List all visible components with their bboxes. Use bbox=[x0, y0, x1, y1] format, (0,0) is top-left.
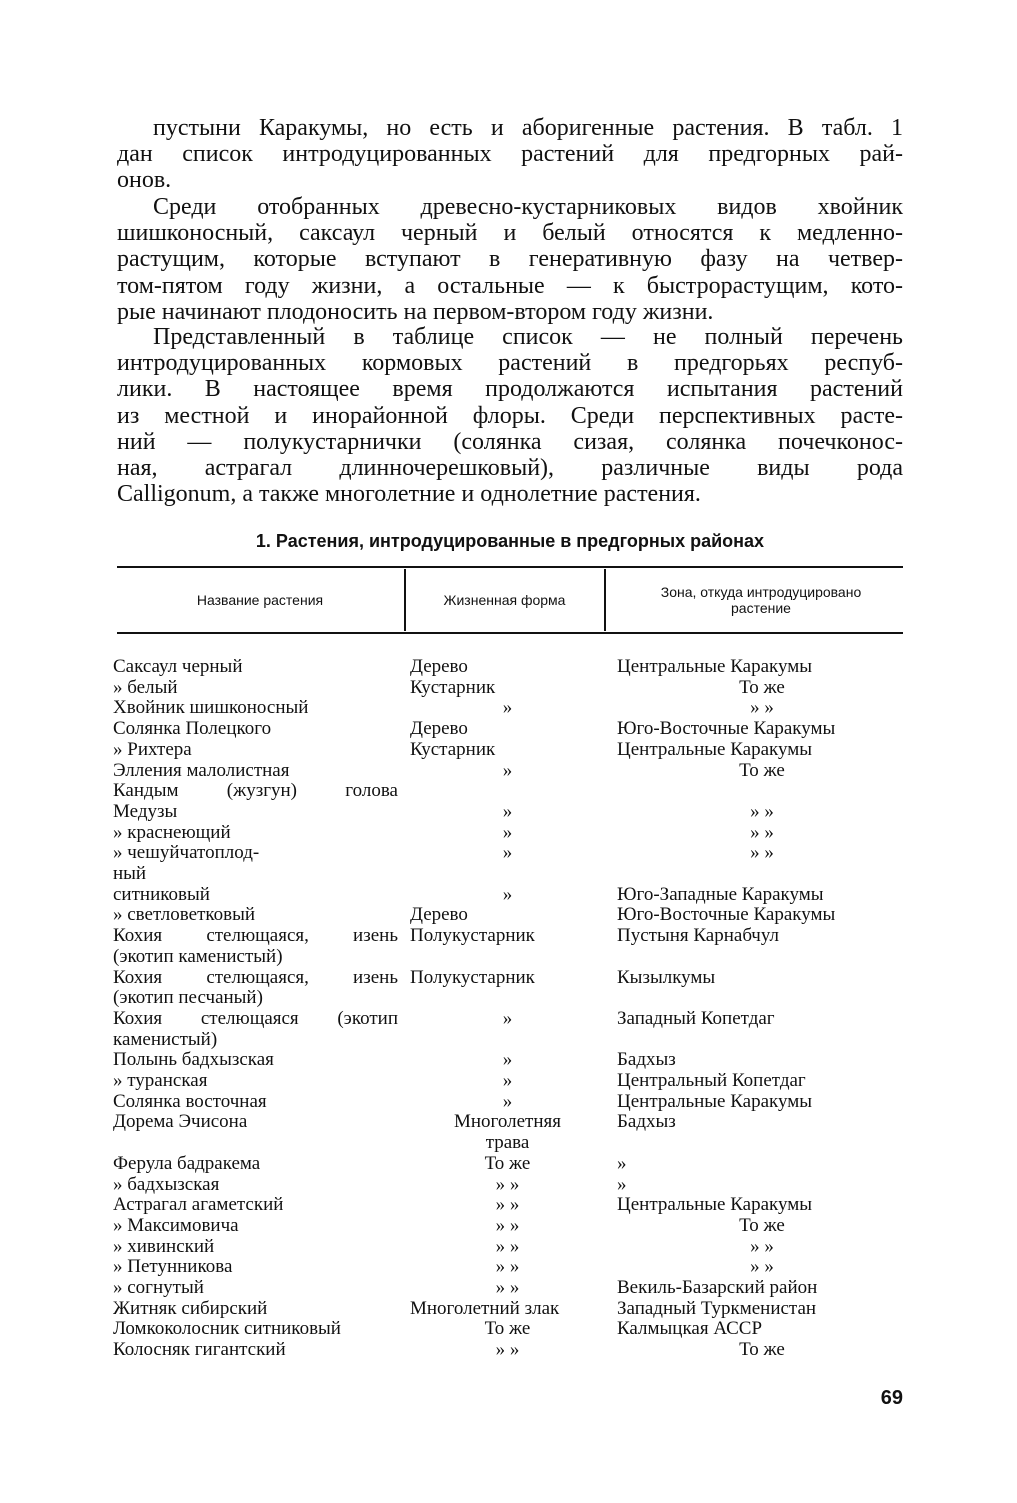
cell-line: трава bbox=[485, 1132, 530, 1154]
cell-line: Ферула бадракема bbox=[113, 1152, 261, 1174]
table-row bbox=[0, 1009, 1017, 1050]
cell-life-form bbox=[410, 1278, 605, 1299]
table-row bbox=[0, 1154, 1017, 1175]
cell-line: (экотип песчаный) bbox=[113, 987, 263, 1009]
table-row bbox=[0, 1257, 1017, 1278]
cell-plant-name bbox=[113, 926, 398, 967]
cell-plant-name bbox=[113, 1278, 398, 1299]
cell-life-form bbox=[410, 1299, 605, 1320]
table-row bbox=[0, 698, 1017, 719]
cell-line: Медузы bbox=[113, 800, 178, 822]
cell-origin-zone bbox=[617, 843, 907, 864]
table-row bbox=[0, 781, 1017, 822]
cell-plant-name bbox=[113, 905, 398, 926]
cell-life-form bbox=[410, 1340, 605, 1361]
cell-line: » bbox=[502, 1070, 513, 1091]
cell-plant-name bbox=[113, 781, 398, 822]
cell-origin-zone bbox=[617, 1278, 907, 1299]
cell-plant-name bbox=[113, 678, 398, 699]
cell-line: » bbox=[502, 759, 513, 781]
cell-life-form bbox=[410, 885, 605, 906]
cell-origin-zone bbox=[617, 1071, 907, 1092]
cell-line: Житняк сибирский bbox=[113, 1297, 268, 1319]
cell-origin-zone bbox=[617, 968, 907, 989]
cell-life-form bbox=[410, 1009, 605, 1030]
cell-plant-name bbox=[113, 1299, 398, 1320]
cell-line: » » bbox=[495, 1256, 520, 1278]
table-row bbox=[0, 1340, 1017, 1361]
text-line: лики. В настоящее время продолжаются испытания растений bbox=[117, 376, 903, 403]
cell-line: Астрагал агаметский bbox=[113, 1194, 284, 1216]
table-header-rule bbox=[117, 632, 903, 634]
cell-plant-name bbox=[113, 740, 398, 761]
cell-line: » bbox=[502, 842, 513, 864]
cell-line: » туранская bbox=[113, 1070, 208, 1091]
cell-plant-name bbox=[113, 698, 398, 719]
cell-origin-zone bbox=[617, 761, 907, 782]
cell-line: Полынь бадхызская bbox=[113, 1049, 274, 1071]
text-line: из местной и инорайонной флоры. Среди перспективных расте- bbox=[117, 402, 903, 429]
cell-life-form bbox=[410, 843, 605, 864]
cell-origin-zone bbox=[617, 926, 907, 947]
cell-plant-name bbox=[113, 1237, 398, 1258]
paragraph-3 bbox=[117, 324, 903, 507]
table-row bbox=[0, 1299, 1017, 1320]
cell-line: ситниковый bbox=[113, 883, 210, 905]
cell-plant-name bbox=[113, 1319, 398, 1340]
header-life-form: Жизненная форма bbox=[443, 592, 566, 608]
cell-line bbox=[410, 781, 605, 802]
table-row bbox=[0, 1237, 1017, 1258]
cell-plant-name bbox=[113, 1340, 398, 1361]
cell-line: То же bbox=[484, 1318, 531, 1340]
table-row bbox=[0, 1092, 1017, 1113]
cell-origin-zone bbox=[617, 1112, 907, 1133]
text-line: дан список интродуцированных растений для предгорных рай- bbox=[117, 141, 903, 168]
cell-plant-name bbox=[113, 1175, 398, 1196]
cell-origin-zone bbox=[617, 740, 907, 761]
cell-line: Дерево bbox=[410, 718, 468, 740]
cell-life-form bbox=[410, 968, 605, 989]
cell-line: Западный Туркменистан bbox=[617, 1297, 817, 1319]
cell-line: Центральные Каракумы bbox=[617, 738, 813, 760]
cell-line: Саксаул черный bbox=[113, 656, 243, 677]
cell-line: Кохия стелющаяся (экотип bbox=[113, 1007, 398, 1029]
column-divider bbox=[604, 569, 606, 631]
cell-origin-zone bbox=[617, 719, 907, 740]
table-row bbox=[0, 885, 1017, 906]
cell-line: Центральные Каракумы bbox=[617, 656, 813, 677]
cell-origin-zone bbox=[617, 1340, 907, 1361]
cell-line: Ломкоколосник ситниковый bbox=[113, 1318, 341, 1340]
cell-life-form bbox=[410, 1257, 605, 1278]
cell-plant-name bbox=[113, 1154, 398, 1175]
cell-life-form bbox=[410, 1216, 605, 1237]
cell-line: » bbox=[502, 1049, 513, 1071]
cell-line: Кызылкумы bbox=[617, 966, 716, 988]
cell-plant-name bbox=[113, 1216, 398, 1237]
cell-plant-name bbox=[113, 1050, 398, 1071]
table-row bbox=[0, 657, 1017, 678]
cell-line: То же bbox=[739, 1214, 785, 1236]
cell-life-form bbox=[410, 1092, 605, 1113]
cell-life-form bbox=[410, 1195, 605, 1216]
cell-line: » Максимовича bbox=[113, 1214, 239, 1236]
cell-life-form bbox=[410, 761, 605, 782]
cell-life-form bbox=[410, 1112, 605, 1153]
cell-plant-name bbox=[113, 843, 398, 884]
cell-life-form bbox=[410, 781, 605, 822]
cell-line: » » bbox=[495, 1194, 520, 1216]
cell-line: » » bbox=[495, 1173, 520, 1195]
cell-line: » » bbox=[750, 697, 774, 719]
table-row bbox=[0, 905, 1017, 926]
cell-line: » белый bbox=[113, 676, 178, 698]
cell-line: » Рихтера bbox=[113, 738, 192, 760]
text-line: том-пятом году жизни, а остальные — к быстрорастущим, кото- bbox=[117, 272, 903, 299]
cell-origin-zone bbox=[617, 1195, 907, 1216]
text-line: Представленный в таблице список — не полный перечень bbox=[153, 324, 903, 350]
cell-origin-zone bbox=[617, 1237, 907, 1258]
cell-line: Юго-Западные Каракумы bbox=[617, 883, 824, 905]
cell-line: Центральный Копетдаг bbox=[617, 1070, 806, 1091]
table-row bbox=[0, 1278, 1017, 1299]
cell-life-form bbox=[410, 926, 605, 947]
cell-line: » светловетковый bbox=[113, 904, 256, 926]
cell-plant-name bbox=[113, 719, 398, 740]
cell-line: » » bbox=[750, 1256, 774, 1278]
header-origin-zone: Зона, откуда интродуцировано растение bbox=[660, 584, 862, 616]
cell-line: » bbox=[502, 697, 513, 719]
cell-line: » краснеющий bbox=[113, 821, 231, 843]
cell-life-form bbox=[410, 1237, 605, 1258]
cell-line: Кохия стелющаяся, изень bbox=[113, 966, 398, 988]
table-row bbox=[0, 761, 1017, 782]
table-row bbox=[0, 1071, 1017, 1092]
table-top-rule bbox=[117, 566, 903, 568]
cell-line: » бадхызская bbox=[113, 1173, 220, 1195]
cell-plant-name bbox=[113, 823, 398, 844]
table-row bbox=[0, 1195, 1017, 1216]
cell-life-form bbox=[410, 1050, 605, 1071]
cell-line: » согнутый bbox=[113, 1277, 204, 1298]
text-line: Среди отобранных древесно-кустарниковых видов хвойник bbox=[153, 194, 903, 220]
cell-plant-name bbox=[113, 1009, 398, 1050]
table-row bbox=[0, 968, 1017, 1009]
text-line: ний — полукустарнички (солянка сизая, солянка почечконос- bbox=[117, 428, 903, 455]
table-row bbox=[0, 1175, 1017, 1196]
cell-origin-zone bbox=[617, 1216, 907, 1237]
cell-line: Калмыцкая АССР bbox=[617, 1318, 763, 1340]
cell-line: » bbox=[502, 1090, 513, 1112]
cell-line: Кустарник bbox=[410, 738, 496, 760]
cell-plant-name bbox=[113, 968, 398, 1009]
cell-line: То же bbox=[739, 676, 785, 698]
cell-line: Центральные Каракумы bbox=[617, 1194, 813, 1216]
cell-line: Западный Копетдаг bbox=[617, 1007, 775, 1029]
cell-line: Элления малолистная bbox=[113, 759, 290, 781]
cell-line: То же bbox=[739, 1339, 785, 1361]
cell-line: Бадхыз bbox=[617, 1111, 676, 1133]
text-line: интродуцированных кормовых растений в предгорьях респуб- bbox=[117, 350, 903, 377]
cell-line: » » bbox=[495, 1235, 520, 1257]
table-row bbox=[0, 1216, 1017, 1237]
cell-line: Полукустарник bbox=[410, 966, 535, 988]
cell-line: » bbox=[502, 800, 513, 822]
cell-plant-name bbox=[113, 657, 398, 678]
cell-origin-zone bbox=[617, 781, 907, 822]
cell-line: Юго-Восточные Каракумы bbox=[617, 718, 836, 740]
table-row bbox=[0, 719, 1017, 740]
text-line: пустыни Каракумы, но есть и аборигенные растения. В табл. 1 bbox=[153, 115, 903, 141]
cell-line: Хвойник шишконосный bbox=[113, 697, 309, 719]
cell-line bbox=[617, 781, 907, 802]
cell-line: Центральные Каракумы bbox=[617, 1090, 813, 1112]
cell-life-form bbox=[410, 657, 605, 678]
cell-line: То же bbox=[739, 759, 785, 781]
cell-line: » » bbox=[750, 800, 774, 822]
cell-life-form bbox=[410, 1319, 605, 1340]
text-line: растущим, которые вступают в генеративную фазу на четвер- bbox=[117, 246, 903, 273]
cell-line: Дорема Эчисона bbox=[113, 1111, 248, 1133]
cell-origin-zone bbox=[617, 905, 907, 926]
cell-line: » Петунникова bbox=[113, 1256, 233, 1278]
table-row bbox=[0, 740, 1017, 761]
cell-line: Полукустарник bbox=[410, 925, 535, 947]
cell-line: Колосняк гигантский bbox=[113, 1339, 286, 1361]
cell-line: » bbox=[617, 1152, 627, 1174]
header-plant-name: Название растения bbox=[196, 592, 324, 608]
cell-line: » bbox=[502, 883, 513, 905]
cell-line: Солянка восточная bbox=[113, 1090, 267, 1112]
cell-line: Дерево bbox=[410, 656, 468, 677]
cell-line: » bbox=[502, 1007, 513, 1029]
cell-line: Кандым (жузгун) голова bbox=[113, 780, 398, 802]
cell-origin-zone bbox=[617, 1092, 907, 1113]
cell-origin-zone bbox=[617, 657, 907, 678]
cell-line: Многолетний злак bbox=[410, 1297, 560, 1319]
cell-line: » bbox=[617, 1173, 627, 1195]
cell-plant-name bbox=[113, 1257, 398, 1278]
text-line: шишконосный, саксаул черный и белый относятся к медленно- bbox=[117, 220, 903, 247]
table-row bbox=[0, 678, 1017, 699]
cell-line: Бадхыз bbox=[617, 1049, 676, 1071]
cell-line: » » bbox=[750, 1235, 774, 1257]
text-line: Calligonum, а также многолетние и однолетние растения. bbox=[117, 481, 701, 508]
cell-line: Векиль-Базарский район bbox=[617, 1277, 818, 1298]
cell-line: Многолетняя bbox=[454, 1111, 561, 1133]
cell-line: » » bbox=[495, 1339, 520, 1361]
cell-origin-zone bbox=[617, 698, 907, 719]
table-row bbox=[0, 1050, 1017, 1071]
cell-line: » » bbox=[495, 1214, 520, 1236]
cell-line: каменистый) bbox=[113, 1028, 218, 1050]
cell-life-form bbox=[410, 1071, 605, 1092]
cell-line: Кустарник bbox=[410, 676, 496, 698]
table-row bbox=[0, 926, 1017, 967]
cell-life-form bbox=[410, 905, 605, 926]
cell-origin-zone bbox=[617, 1175, 907, 1196]
page-number: 69 bbox=[880, 1387, 903, 1409]
table-row bbox=[0, 823, 1017, 844]
cell-line: ный bbox=[113, 863, 147, 884]
cell-life-form bbox=[410, 678, 605, 699]
cell-plant-name bbox=[113, 761, 398, 782]
cell-origin-zone bbox=[617, 1009, 907, 1030]
cell-origin-zone bbox=[617, 1299, 907, 1320]
cell-life-form bbox=[410, 719, 605, 740]
cell-plant-name bbox=[113, 885, 398, 906]
cell-line: Солянка Полецкого bbox=[113, 718, 272, 740]
cell-origin-zone bbox=[617, 1050, 907, 1071]
paragraph-2 bbox=[117, 194, 903, 325]
cell-line: (экотип каменистый) bbox=[113, 945, 283, 967]
cell-line: Дерево bbox=[410, 904, 468, 926]
cell-life-form bbox=[410, 698, 605, 719]
cell-origin-zone bbox=[617, 885, 907, 906]
cell-life-form bbox=[410, 1175, 605, 1196]
cell-origin-zone bbox=[617, 1319, 907, 1340]
cell-plant-name bbox=[113, 1195, 398, 1216]
cell-line: » bbox=[502, 821, 513, 843]
cell-line: То же bbox=[484, 1152, 531, 1174]
cell-line: » хивинский bbox=[113, 1235, 215, 1257]
cell-line: » чешуйчатоплод- bbox=[113, 842, 260, 864]
cell-line: Пустыня Карнабчул bbox=[617, 925, 779, 947]
cell-origin-zone bbox=[617, 678, 907, 699]
table-row bbox=[0, 843, 1017, 884]
table-row bbox=[0, 1319, 1017, 1340]
paragraph-1 bbox=[117, 115, 903, 194]
cell-line: » » bbox=[495, 1277, 520, 1298]
cell-line: » » bbox=[750, 821, 774, 843]
cell-life-form bbox=[410, 1154, 605, 1175]
cell-plant-name bbox=[113, 1071, 398, 1092]
cell-life-form bbox=[410, 740, 605, 761]
text-line: рые начинают плодоносить на первом-втором году жизни. bbox=[117, 298, 714, 325]
text-line: ная, астрагал длинночерешковый), различные виды рода bbox=[117, 455, 903, 482]
cell-origin-zone bbox=[617, 1257, 907, 1278]
cell-plant-name bbox=[113, 1112, 398, 1133]
cell-plant-name bbox=[113, 1092, 398, 1113]
cell-origin-zone bbox=[617, 1154, 907, 1175]
cell-origin-zone bbox=[617, 823, 907, 844]
text-line: онов. bbox=[117, 167, 172, 194]
cell-line: » » bbox=[750, 842, 774, 864]
table-caption: 1. Растения, интродуцированные в предгорных районах bbox=[255, 531, 765, 551]
cell-line: Кохия стелющаяся, изень bbox=[113, 925, 398, 947]
cell-life-form bbox=[410, 823, 605, 844]
cell-line: Юго-Восточные Каракумы bbox=[617, 904, 836, 926]
table-row bbox=[0, 1112, 1017, 1153]
